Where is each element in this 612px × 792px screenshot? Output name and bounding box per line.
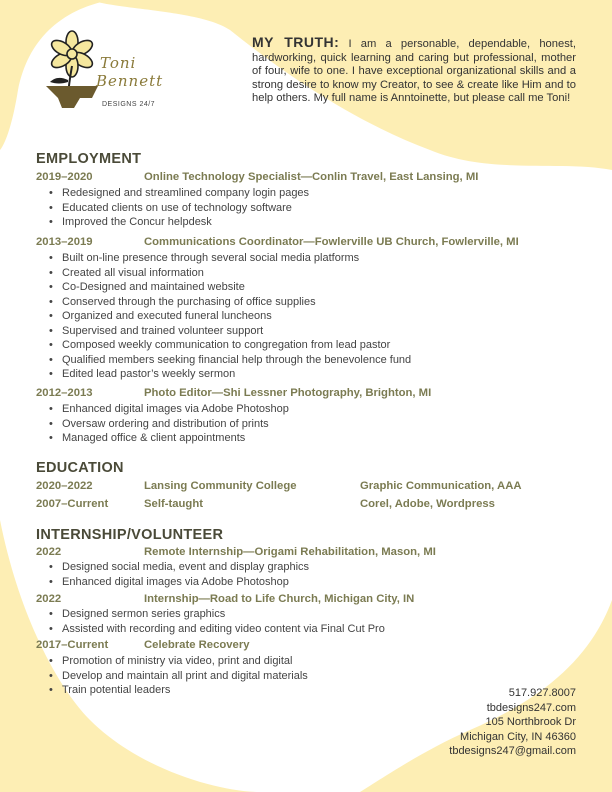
list-item: • Train potential leaders: [48, 683, 308, 698]
education-school: Self-taught: [144, 498, 203, 510]
job-bullets: [48, 186, 309, 230]
list-item: • Edited lead pastor’s weekly sermon: [48, 367, 411, 382]
education-heading: EDUCATION: [36, 460, 124, 476]
internship-years: 2022: [36, 593, 62, 605]
truth-text: I am a personable, dependable, honest, hardworking, quick learning and caring but professional, mother of four, wife to one. I have exceptional organizational skills and a strong desire to know my Creator, to see & create like Him and to help others. My full name is Anntoinette, but please call me Toni!: [252, 38, 577, 105]
list-item: • Enhanced digital images via Adobe Photoshop: [48, 402, 289, 417]
job-bullets: [48, 402, 289, 446]
list-item: • Conserved through the purchasing of office supplies: [48, 295, 411, 310]
list-item: • Composed weekly communication to congregation from lead pastor: [48, 338, 411, 353]
education-detail: Corel, Adobe, Wordpress: [360, 498, 495, 510]
education-years: 2020–2022: [36, 480, 93, 492]
list-item: • Built on-line presence through several social media platforms: [48, 251, 411, 266]
internship-bullets: [48, 654, 308, 698]
truth-heading: MY TRUTH:: [252, 34, 340, 50]
education-years: 2007–Current: [36, 498, 109, 510]
truth-statement: [252, 36, 576, 106]
logo-tagline: DESIGNS 24/7: [102, 101, 156, 108]
job-years: 2013–2019: [36, 236, 93, 248]
list-item: • Promotion of ministry via video, print and digital: [48, 654, 308, 669]
internship-bullets: [48, 560, 309, 589]
list-item: • Educated clients on use of technology software: [48, 201, 309, 216]
list-item: • Managed office & client appointments: [48, 431, 289, 446]
job-title: Online Technology Specialist—Conlin Travel, East Lansing, MI: [144, 171, 479, 183]
internship-title: Internship—Road to Life Church, Michigan City, IN: [144, 593, 415, 605]
list-item: • Enhanced digital images via Adobe Photoshop: [48, 575, 309, 590]
list-item: • Improved the Concur helpdesk: [48, 215, 309, 230]
logo-first-name: Toni: [100, 54, 137, 72]
job-years: 2019–2020: [36, 171, 93, 183]
list-item: • Supervised and trained volunteer support: [48, 324, 411, 339]
contact-city: Michigan City, IN 46360: [460, 730, 576, 743]
list-item: • Created all visual information: [48, 266, 411, 281]
list-item: • Organized and executed funeral luncheons: [48, 309, 411, 324]
internship-bullets: [48, 607, 385, 636]
list-item: • Develop and maintain all print and digital materials: [48, 669, 308, 684]
list-item: • Qualified members seeking financial help through the benevolence fund: [48, 353, 411, 368]
list-item: • Designed social media, event and display graphics: [48, 560, 309, 575]
employment-heading: EMPLOYMENT: [36, 151, 142, 167]
list-item: • Co-Designed and maintained website: [48, 280, 411, 295]
internship-years: 2022: [36, 546, 62, 558]
job-title: Communications Coordinator—Fowlerville UB Church, Fowlerville, MI: [144, 236, 519, 248]
education-detail: Graphic Communication, AAA: [360, 480, 522, 492]
contact-website: tbdesigns247.com: [486, 701, 576, 714]
internship-title: Celebrate Recovery: [144, 639, 250, 651]
flower-logo-icon: [40, 28, 100, 113]
contact-phone: 517.927.8007: [508, 687, 576, 699]
job-title: Photo Editor—Shi Lessner Photography, Brighton, MI: [144, 387, 432, 399]
internship-years: 2017–Current: [36, 639, 109, 651]
education-school: Lansing Community College: [144, 480, 297, 492]
list-item: • Oversaw ordering and distribution of prints: [48, 417, 289, 432]
internship-title: Remote Internship—Origami Rehabilitation, Mason, MI: [144, 546, 436, 558]
internship-heading: INTERNSHIP/VOLUNTEER: [36, 527, 224, 543]
contact-email: tbdesigns247@gmail.com: [449, 745, 576, 758]
logo: [40, 28, 164, 128]
list-item: • Assisted with recording and editing video content via Final Cut Pro: [48, 622, 385, 637]
contact-street: 105 Northbrook Dr: [485, 716, 576, 729]
logo-last-name: Bennett: [96, 72, 164, 90]
job-years: 2012–2013: [36, 387, 93, 399]
list-item: • Redesigned and streamlined company login pages: [48, 186, 309, 201]
list-item: • Designed sermon series graphics: [48, 607, 385, 622]
job-bullets: [48, 251, 411, 382]
contact-block: [449, 686, 576, 759]
